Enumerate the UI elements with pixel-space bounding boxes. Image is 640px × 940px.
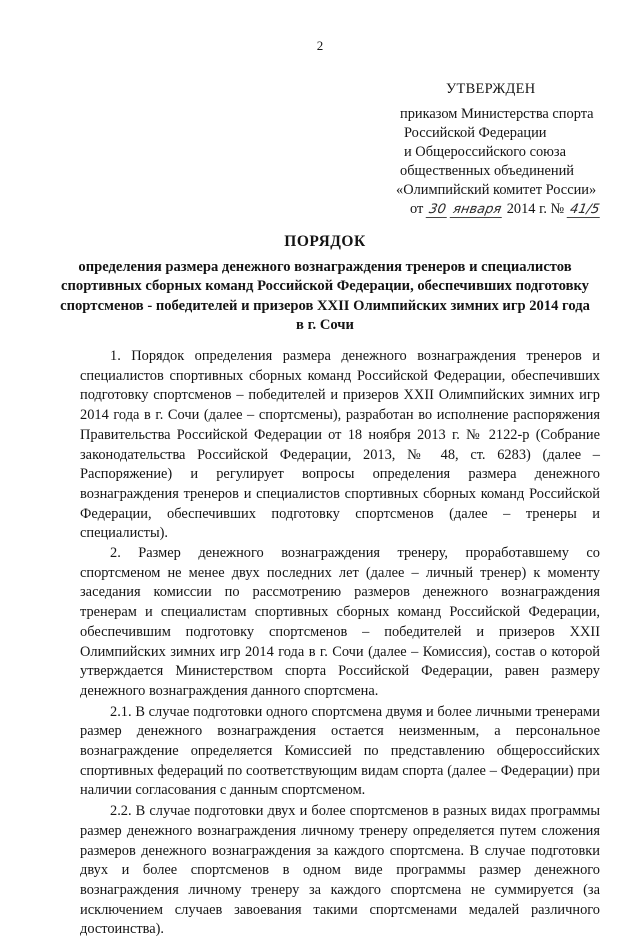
handwritten-month: января [450,203,505,218]
approval-stamp [396,80,630,219]
date-prefix: от [410,201,424,217]
page-number: 2 [316,38,324,53]
date-year: 2014 г. № [506,201,565,217]
title-line: спортсменов - победителей и призеров XXII Олимпийских зимних игр 2014 года [60,297,590,314]
approval-line: Российской Федерации [404,125,547,141]
approval-line: приказом Министерства спорта [400,106,594,122]
title-line: спортивных сборных команд Российской Федерации, обеспечивших подготовку [61,278,589,294]
approval-date [410,200,630,219]
approval-line: «Олимпийский комитет России» [396,182,597,198]
title-main: ПОРЯДОК [284,233,366,250]
paragraph-2-1: 2.1. В случае подготовки одного спортсмена двумя и более личными тренерами размер денежного вознаграждения остается неизменным, а персональное вознаграждение определяется Комиссией по представлению общероссийских спортивных федераций по соответствующим видам спорта (далее – Федерации) при наличии согласования с данным спортсменом. [80,703,600,799]
approval-heading: УТВЕРЖДЕН [446,81,536,97]
document-title [50,232,600,336]
paragraph-2: 2. Размер денежного вознаграждения тренеру, проработавшему со спортсменом не менее двух последних лет (далее – личный тренер) к моменту заседания комиссии по рассмотрению размеров денежного вознаграждения тренерам и специалистам спортивных сборных команд Российской Федерации, обеспечившим подготовку спортсменов – победителей и призеров XXII Олимпийских зимних игр 2014 года в г. Сочи (далее – Комиссия), состав о которой утверждается Министерством спорта Российской Федерации, равен размеру денежного вознаграждения данного спортсмена. [80,545,600,699]
handwritten-day: 30 [426,203,449,218]
approval-line: общественных объединений [400,163,574,179]
title-line: определения размера денежного вознаграждения тренеров и специалистов [78,258,572,275]
title-line: в г. Сочи [296,317,354,333]
paragraph-1: 1. Порядок определения размера денежного вознаграждения тренеров и специалистов спортивных сборных команд Российской Федерации, обеспечивших подготовку спортсменов – победителей и призеров XXII Олимпийских зимних игр 2014 года в г. Сочи (далее – спортсмены), разработан во исполнение распоряжения Правительства Российской Федерации от 18 ноября 2013 г. № 2122-р (Собрание законодательства Российской Федерации, 2013, № 48, ст. 6283) (далее – Распоряжение) и регулирует вопросы определения размера денежного вознаграждения тренеров и специалистов спортивных сборных команд Российской Федерации, обеспечивших подготовку спортсменов (далее – тренеры и специалисты). [80,348,600,542]
paragraph-2-2: 2.2. В случае подготовки двух и более спортсменов в разных видах программы размер денежного вознаграждения личному тренеру определяется путем сложения размеров денежного вознаграждения за каждого спортсмена. В случае подготовки двух и более спортсменов в одном виде программы размер денежного вознаграждения личному тренеру за каждого спортсмена не суммируется (за исключением случаев завоевания такими спортсменами медалей различного достоинства). [80,803,600,938]
approval-line: и Общероссийского союза [404,144,566,160]
document-body [80,347,600,940]
handwritten-number: 41/5 [567,203,603,218]
